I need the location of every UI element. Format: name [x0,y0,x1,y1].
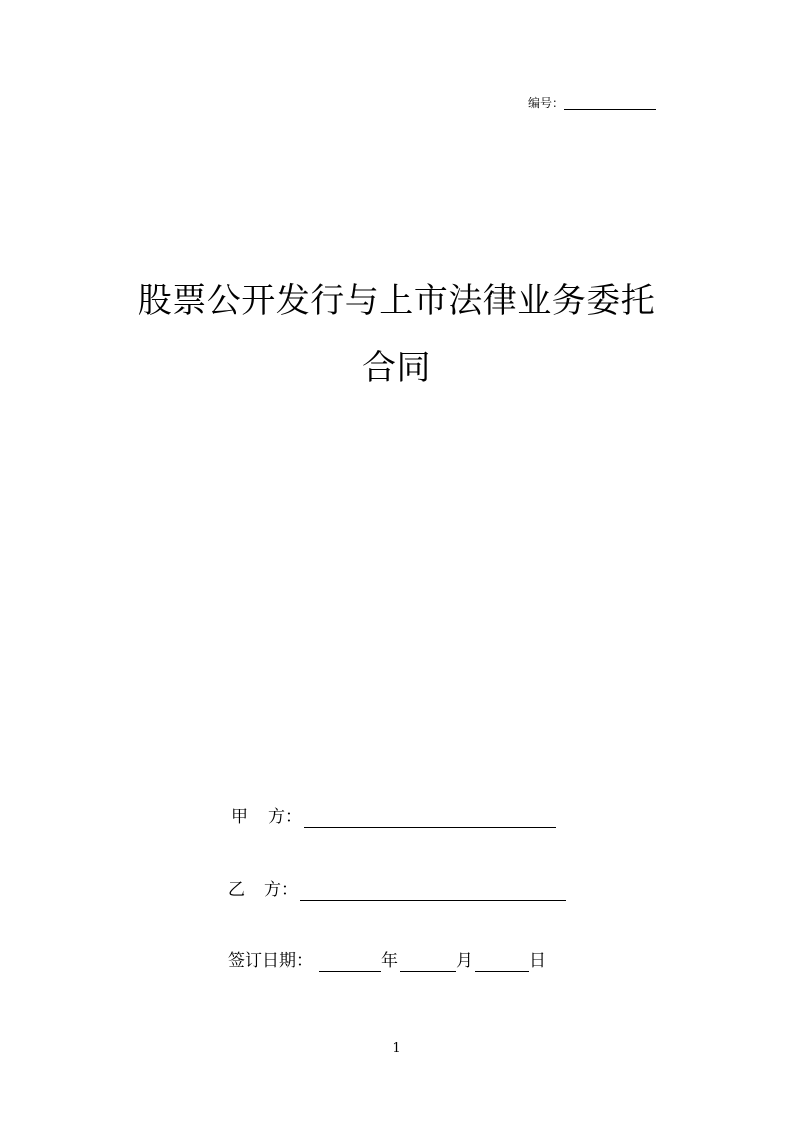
document-number-blank [564,96,656,110]
document-number [528,96,656,110]
document-title-line-2: 合同 [362,348,431,388]
signing-month-label: 月 [456,951,473,971]
signing-date-label: 签订日期： [228,951,313,971]
page-number: 1 [392,1041,401,1056]
party-b-blank [300,882,566,901]
party-a-blank [304,809,556,828]
party-a-label-suffix: 方： [268,807,302,827]
signing-month-blank [400,953,456,972]
party-a-field [231,806,556,828]
party-b-label-char: 乙 [228,880,245,900]
signing-date-field [228,950,546,972]
party-a-label-char: 甲 [231,807,248,827]
document-number-label: 编号： [528,96,565,110]
document-title-line-1: 股票公开发行与上市法律业务委托 [137,281,656,321]
party-b-field [228,879,566,901]
signing-day-blank [475,953,529,972]
signing-day-label: 日 [529,951,546,971]
party-b-label-suffix: 方： [264,880,298,900]
signing-year-blank [319,953,381,972]
signing-year-label: 年 [381,951,398,971]
